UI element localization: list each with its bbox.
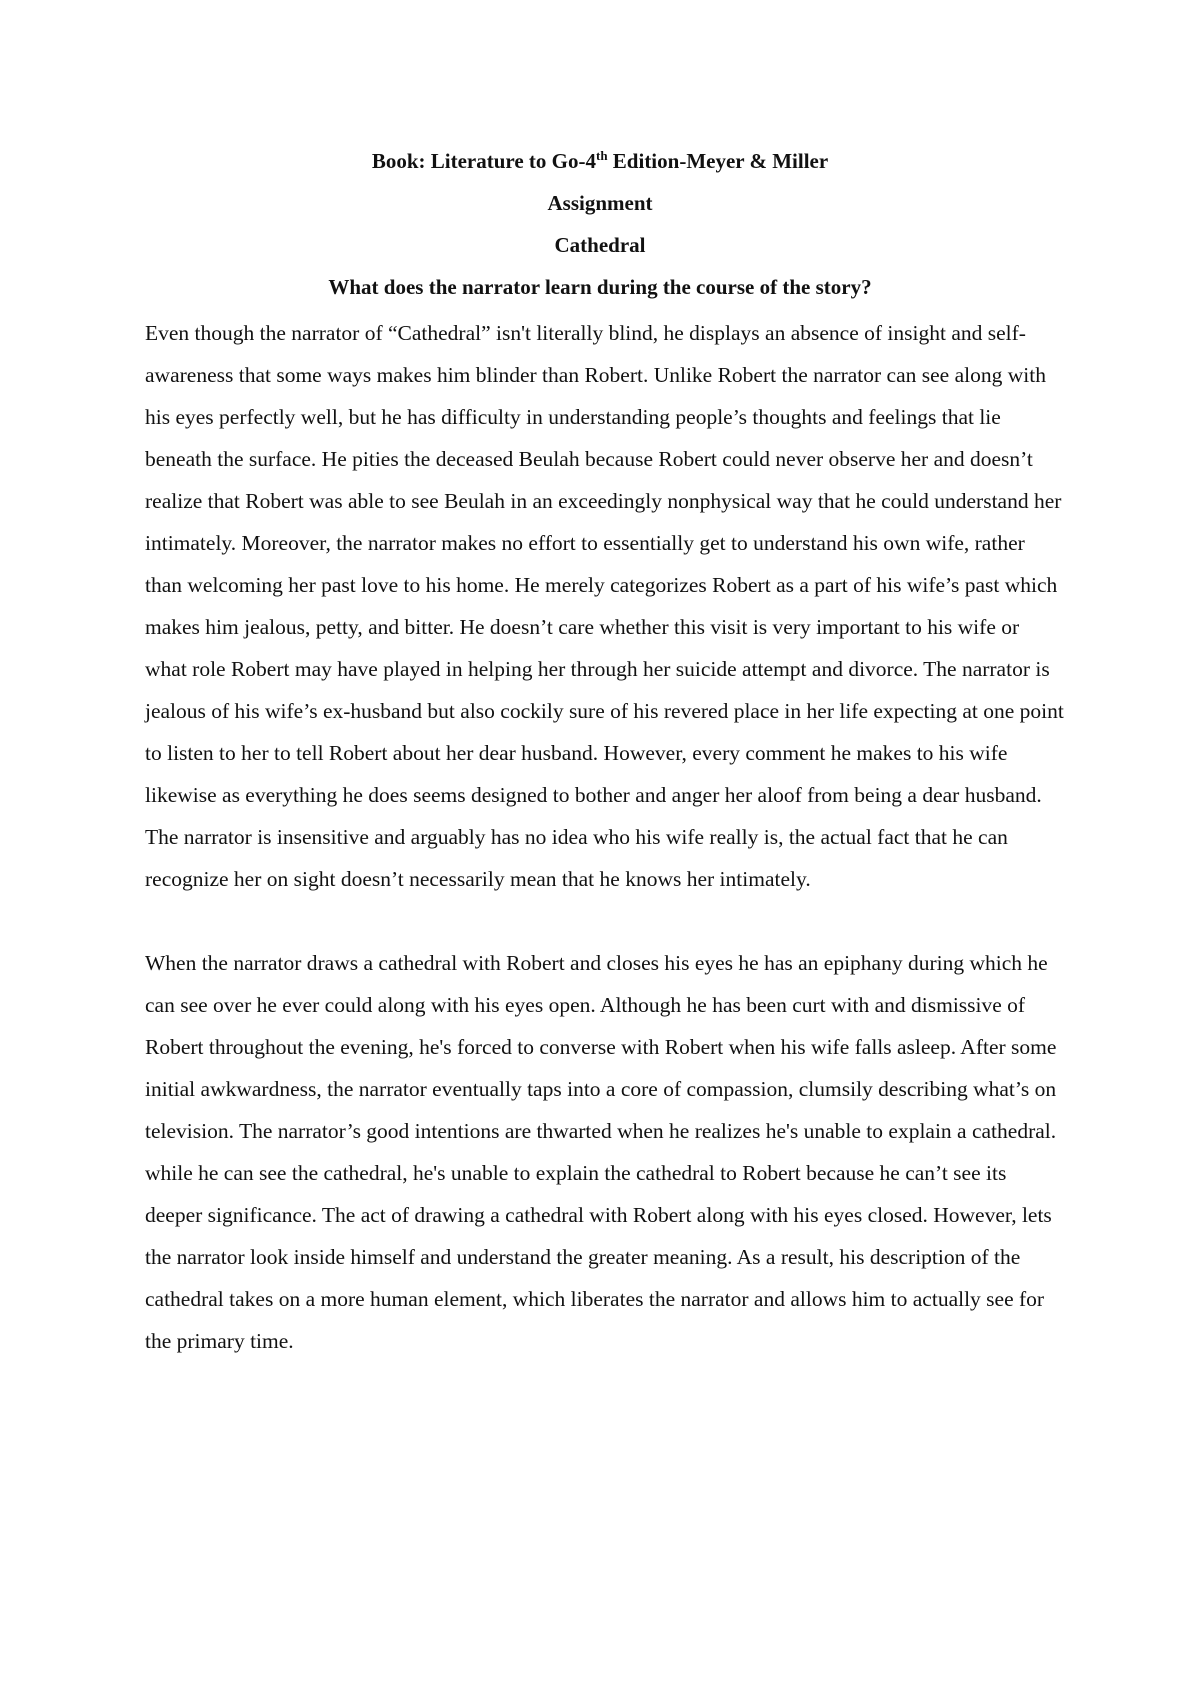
essay-body [145, 312, 1065, 1362]
essay-question: What does the narrator learn during the course of the story? [328, 275, 872, 299]
assignment-label: Assignment [547, 191, 653, 215]
book-title-suffix: Edition-Meyer & Miller [607, 149, 829, 173]
edition-superscript: th [595, 148, 608, 163]
book-line [0, 140, 1200, 182]
book-title-prefix: Book: Literature to Go-4 [371, 149, 596, 173]
essay-paragraph-2: When the narrator draws a cathedral with Robert and closes his eyes he has an epiphany during which he can see over he ever could along with his eyes open. Although he has been curt with and dismissive of Robert throughout the evening, he's forced to converse with Robert when his wife falls asleep. After some initial awkwardness, the narrator eventually taps into a core of compassion, clumsily describing what’s on television. The narrator’s good intentions are thwarted when he realizes he's unable to explain a cathedral. while he can see the cathedral, he's unable to explain the cathedral to Robert because he can’t see its deeper significance. The act of drawing a cathedral with Robert along with his eyes closed. However, lets the narrator look inside himself and understand the greater meaning. As a result, his description of the cathedral takes on a more human element, which liberates the narrator and allows him to actually see for the primary time. [145, 951, 1057, 1353]
essay-paragraph-1: Even though the narrator of “Cathedral” isn't literally blind, he displays an absence of insight and self-awareness that some ways makes him blinder than Robert. Unlike Robert the narrator can see along with his eyes perfectly well, but he has difficulty in understanding people’s thoughts and feelings that lie beneath the surface. He pities the deceased Beulah because Robert could never observe her and doesn’t realize that Robert was able to see Beulah in an exceedingly nonphysical way that he could understand her intimately. Moreover, the narrator makes no effort to essentially get to understand his own wife, rather than welcoming her past love to his home. He merely categorizes Robert as a part of his wife’s past which makes him jealous, petty, and bitter. He doesn’t care whether this visit is very important to his wife or what role Robert may have played in helping her through her suicide attempt and divorce. The narrator is jealous of his wife’s ex-husband but also cockily sure of his revered place in her life expecting at one point to listen to her to tell Robert about her dear husband. However, every comment he makes to his wife likewise as everything he does seems designed to bother and anger her aloof from being a dear husband. The narrator is insensitive and arguably has no idea who his wife really is, the actual fact that he can recognize her on sight doesn’t necessarily mean that he knows her intimately. [145, 321, 1064, 891]
story-title: Cathedral [554, 233, 646, 257]
document-header [0, 140, 1200, 308]
